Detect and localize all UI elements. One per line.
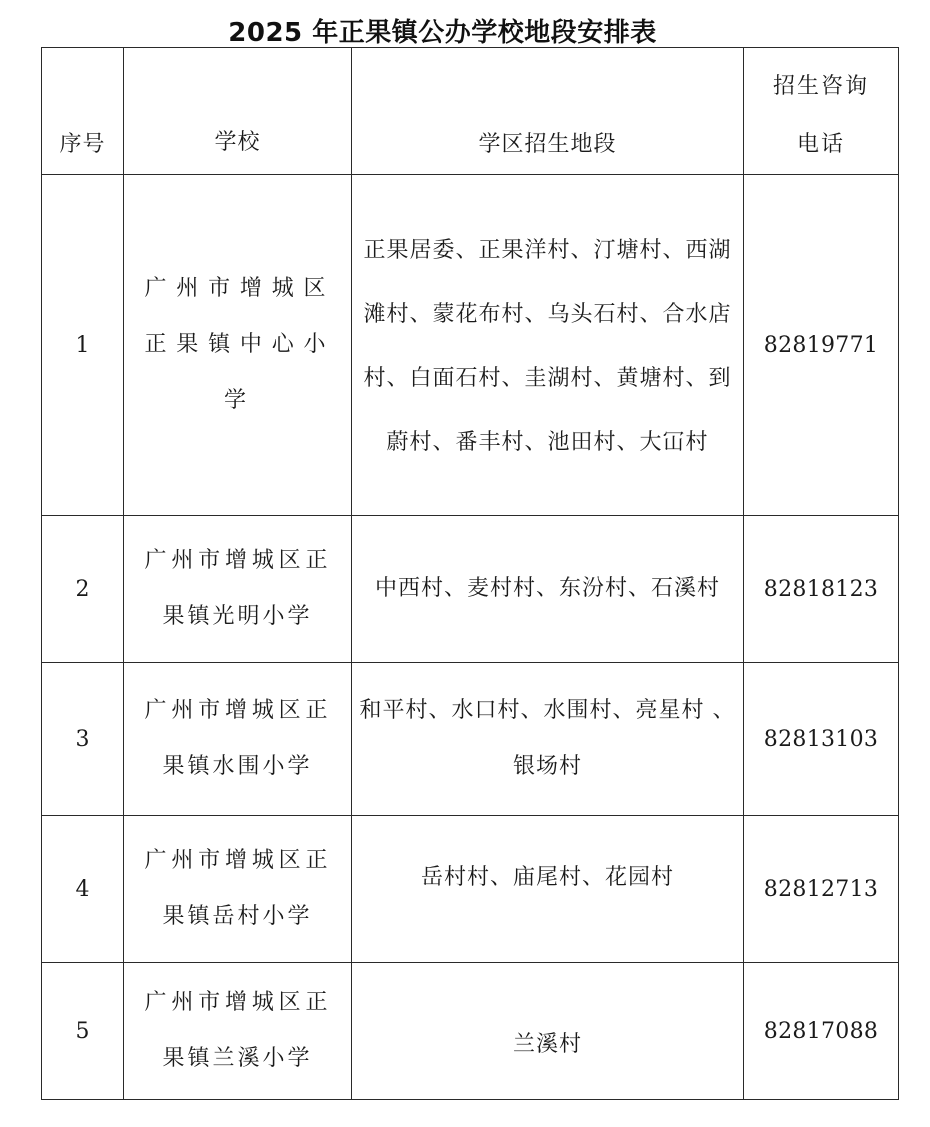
area-cell: [352, 175, 744, 516]
school-cell: [124, 516, 352, 663]
school-cell: [124, 663, 352, 816]
area-cell: [352, 816, 744, 963]
table-row: [42, 816, 899, 963]
school-name: 广州市增城区正果镇中心小学: [144, 276, 331, 413]
phone-cell: 82817088: [744, 963, 899, 1100]
area-text: 中西村、麦村村、东汾村、石溪村: [374, 576, 720, 601]
area-text: 岳村村、庙尾村、花园村: [420, 865, 674, 890]
phone-cell: 82813103: [744, 663, 899, 816]
area-text: 和平村、水口村、水围村、亮星村 、银场村: [359, 698, 736, 779]
seq-cell: 1: [42, 175, 124, 516]
phone-cell: 82818123: [744, 516, 899, 663]
header-school: [124, 48, 352, 175]
header-school-label: 学校: [214, 130, 261, 155]
area-text: 正果居委、正果洋村、汀塘村、西湖滩村、蒙花布村、乌头石村、合水店村、白面石村、圭湖村、黄塘村、到蔚村、番丰村、池田村、大冚村: [363, 238, 732, 455]
table-row: [42, 516, 899, 663]
table-row: [42, 663, 899, 816]
document-title: 2025 年正果镇公办学校地段安排表: [228, 18, 657, 48]
seq-cell: 3: [42, 663, 124, 816]
header-phone: [744, 48, 899, 175]
area-cell: [352, 963, 744, 1100]
header-seq-label: 序号: [59, 132, 106, 157]
header-area: [352, 48, 744, 175]
school-name: 广州市增城区正果镇兰溪小学: [144, 990, 331, 1071]
phone-cell: 82812713: [744, 816, 899, 963]
header-phone-label: 招生咨询电话: [772, 74, 869, 157]
header-area-label: 学区招生地段: [478, 132, 617, 157]
school-cell: [124, 963, 352, 1100]
area-text: 兰溪村: [512, 1032, 582, 1057]
school-cell: [124, 175, 352, 516]
header-seq: [42, 48, 124, 175]
area-cell: [352, 663, 744, 816]
school-zone-table: [41, 47, 899, 1100]
table-row: [42, 175, 899, 516]
phone-cell: 82819771: [744, 175, 899, 516]
school-cell: [124, 816, 352, 963]
school-name: 广州市增城区正果镇光明小学: [144, 548, 331, 629]
seq-cell: 5: [42, 963, 124, 1100]
school-name: 广州市增城区正果镇岳村小学: [144, 848, 331, 929]
seq-cell: 4: [42, 816, 124, 963]
area-cell: [352, 516, 744, 663]
school-name: 广州市增城区正果镇水围小学: [144, 698, 331, 779]
seq-cell: 2: [42, 516, 124, 663]
table-row: [42, 963, 899, 1100]
table-header-row: [42, 48, 899, 175]
